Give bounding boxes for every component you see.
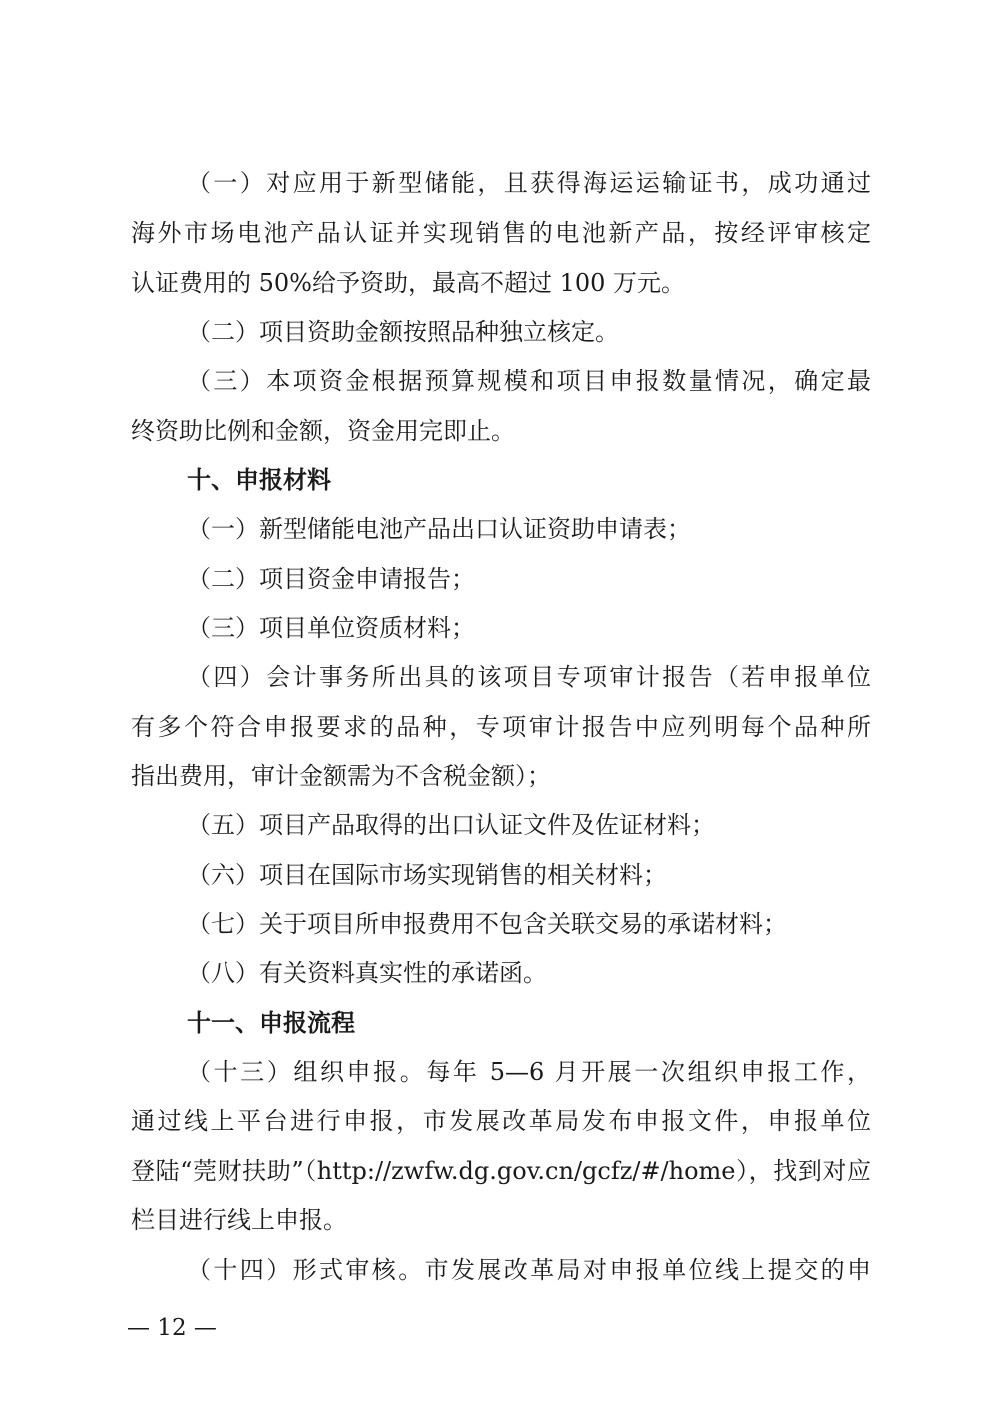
item-9-3-line-1: （三）本项资金根据预算规模和项目申报数量情况，确定最 bbox=[187, 367, 871, 395]
section-10-heading: 十、申报材料 bbox=[187, 466, 331, 494]
item-10-4-line-1: （四）会计事务所出具的该项目专项审计报告（若申报单位 bbox=[187, 663, 871, 691]
item-10-5: （五）项目产品取得的出口认证文件及佐证材料； bbox=[187, 811, 715, 839]
item-10-6: （六）项目在国际市场实现销售的相关材料； bbox=[187, 861, 667, 889]
item-10-1: （一）新型储能电池产品出口认证资助申请表； bbox=[187, 515, 691, 543]
item-11-13-line-4: 栏目进行线上申报。 bbox=[131, 1206, 347, 1234]
item-10-2: （二）项目资金申请报告； bbox=[187, 565, 475, 593]
item-9-3-line-2: 终资助比例和金额，资金用完即止。 bbox=[131, 417, 515, 445]
item-9-1-line-3: 认证费用的 50%给予资助，最高不超过 100 万元。 bbox=[131, 269, 686, 297]
item-10-8: （八）有关资料真实性的承诺函。 bbox=[187, 959, 547, 987]
page-number: — 12 — bbox=[127, 1315, 217, 1341]
item-10-3: （三）项目单位资质材料； bbox=[187, 614, 475, 642]
item-11-14-line-1: （十四）形式审核。市发展改革局对申报单位线上提交的申 bbox=[187, 1256, 871, 1284]
section-11-heading: 十一、申报流程 bbox=[187, 1009, 355, 1037]
item-10-4-line-3: 指出费用，审计金额需为不含税金额）； bbox=[131, 762, 551, 790]
item-11-13-line-2: 通过线上平台进行申报，市发展改革局发布申报文件，申报单位 bbox=[131, 1107, 871, 1135]
item-9-1-line-2: 海外市场电池产品认证并实现销售的电池新产品，按经评审核定 bbox=[131, 219, 871, 247]
item-10-7: （七）关于项目所申报费用不包含关联交易的承诺材料； bbox=[187, 910, 787, 938]
item-10-4-line-2: 有多个符合申报要求的品种，专项审计报告中应列明每个品种所 bbox=[131, 713, 871, 741]
item-11-13-line-1: （十三）组织申报。每年 5—6 月开展一次组织申报工作， bbox=[187, 1058, 871, 1086]
item-11-13-line-3: 登陆“莞财扶助”（http://zwfw.dg.gov.cn/gcfz/#/home），找到对应 bbox=[131, 1157, 871, 1185]
item-9-2: （二）项目资助金额按照品种独立核定。 bbox=[187, 318, 619, 346]
item-9-1-line-1: （一）对应用于新型储能，且获得海运运输证书，成功通过 bbox=[187, 169, 871, 197]
